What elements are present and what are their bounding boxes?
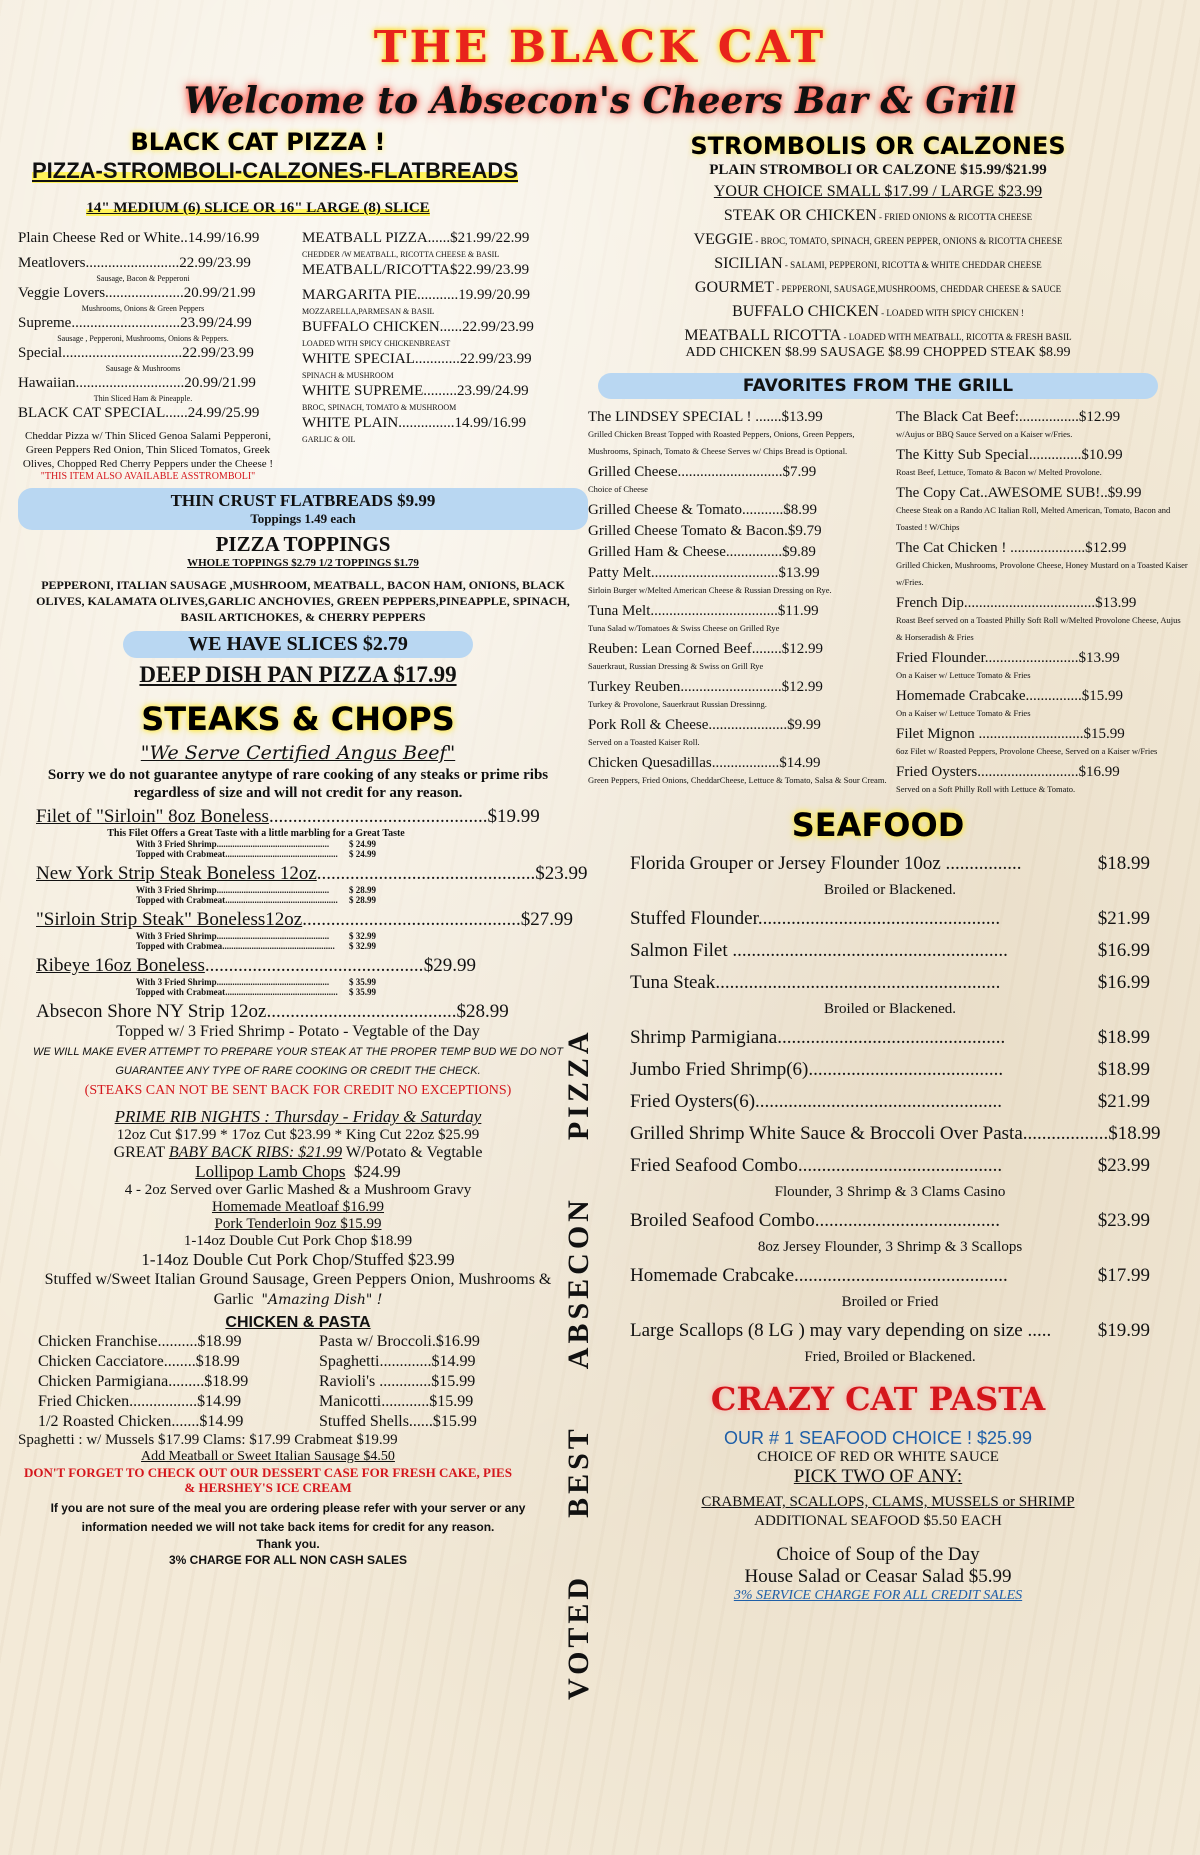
pizza-item-desc: Sausage & Mushrooms (105, 364, 181, 373)
temp-note: WE WILL MAKE EVER ATTEMPT TO PREPARE YOUR STEAK AT THE PROPER TEMP BUD WE DO NOT GUARANTEE ANY TYPE OF RARE COOKING OR CREDIT THE CHECK. (33, 1046, 563, 1077)
seafood-name: Homemade Crabcake............................................. (630, 1265, 1008, 1286)
toppings-list: PEPPERONI, ITALIAN SAUSAGE ,MUSHROOM, MEATBALL, BACON HAM, ONIONS, BLACK OLIVES, KALAMATA OLIVES,GARLIC ANCHOVIES, GREEN PEPPERS,PINEAPPLE, SPINACH, BASIL ARTICHOKES, & CHERRY PEPPERS (36, 578, 570, 624)
seafood-name: Large Scallops (8 LG ) may vary depending on size ..... (630, 1320, 1052, 1341)
steak-addon-name: With 3 Fried Shrimp (136, 839, 217, 849)
seafood-row (630, 1122, 1161, 1146)
steak-addon-name: With 3 Fried Shrimp (136, 931, 217, 941)
pizza-item-name: Meatlovers.........................22.99/23.99 (18, 255, 251, 271)
stromboli-name: BUFFALO CHICKEN (732, 303, 879, 320)
pizza-item-name: MEATBALL/RICOTTA$22.99/23.99 (302, 262, 530, 278)
seafood-price: $16.99 (1097, 940, 1150, 961)
crazy-pasta-options: CRABMEAT, SCALLOPS, CLAMS, MUSSELS or SHRIMP (701, 1494, 1075, 1510)
grill-item-desc: Green Peppers, Fried Onions, CheddarCheese, Lettuce & Tomato, Salsa & Sour Cream. (588, 775, 887, 785)
seafood-name: Florida Grouper or Jersey Flounder 10oz ................ (630, 853, 1022, 874)
black-cat-note: "THIS ITEM ALSO AVAILABLE ASSTROMBOLI" (40, 471, 256, 482)
seafood-note: Flounder, 3 Shrimp & 3 Clams Casino (774, 1184, 1006, 1200)
vertical-word: VOTED (562, 1573, 595, 1700)
steak-dots: .............................................. (204, 955, 424, 976)
pork-chop: 1-14oz Double Cut Pork Chop $18.99 (183, 1233, 413, 1249)
steak-price: $29.99 (423, 955, 476, 976)
seafood-note: Fried, Broiled or Blackened. (804, 1349, 976, 1365)
strombolis-heading: STROMBOLIS OR CALZONES (690, 132, 1066, 160)
pizza-item-desc: BROC, SPINACH, TOMATO & MUSHROOM (302, 403, 457, 412)
add-meatball: Add Meatball or Sweet Italian Sausage $4.50 (141, 1449, 395, 1464)
stromboli-name: SICILIAN (714, 255, 783, 272)
grill-item-desc: Cheese Steak on a Rando AC Italian Roll, Melted American, Tomato, Bacon and Toasted ! W/Chips (896, 505, 1171, 532)
salad: House Salad or Ceasar Salad $5.99 (744, 1566, 1012, 1587)
grill-menu (588, 405, 1188, 798)
steak-addon-dots: .................................................. (222, 941, 335, 951)
seafood-price: $21.99 (1097, 1091, 1150, 1112)
pasta-item: Manicotti............$15.99 (319, 1393, 474, 1410)
grill-item-desc: Served on a Toasted Kaiser Roll. (588, 737, 700, 747)
grill-item-desc: Roast Beef, Lettuce, Tomato & Bacon w/ Melted Provolone. (896, 467, 1102, 477)
grill-item-desc: Choice of Cheese (588, 484, 648, 494)
stromboli-list (598, 207, 1158, 345)
stromboli-item (598, 303, 1158, 321)
pizza-item-name: MARGARITA PIE...........19.99/20.99 (302, 287, 530, 303)
seafood-price: $23.99 (1097, 1155, 1150, 1176)
grill-item-name: Grilled Cheese & Tomato...........$8.99 (588, 502, 818, 518)
grill-item-name: The LINDSEY SPECIAL ! .......$13.99 (588, 409, 823, 425)
steak-row (36, 955, 476, 977)
pizza-left-list (18, 229, 308, 482)
seafood-price: $18.99 (1108, 1123, 1161, 1144)
pizza-item-desc: LOADED WITH SPICY CHICKENBREAST (302, 339, 451, 348)
grill-item-name: The Copy Cat..AWESOME SUB!..$9.99 (896, 485, 1142, 501)
pizza-item-desc: GARLIC & OIL (302, 435, 356, 444)
grill-item-desc: Tuna Salad w/Tomatoes & Swiss Cheese on Grilled Rye (588, 623, 780, 633)
stromboli-name: GOURMET (694, 279, 775, 296)
chicken-pasta-heading: CHICKEN & PASTA (225, 1314, 371, 1331)
soup: Choice of Soup of the Day (776, 1544, 980, 1565)
grill-item-name: The Kitty Sub Special..............$10.99 (896, 447, 1123, 463)
seafood-price: $21.99 (1097, 908, 1150, 929)
crazy-pasta-pick: PICK TWO OF ANY: (793, 1466, 963, 1487)
steak-addon-price: $ 24.99 (349, 849, 376, 859)
no-send-back: (STEAKS CAN NOT BE SENT BACK FOR CREDIT NO EXCEPTIONS) (84, 1083, 512, 1098)
pizza-menu (18, 229, 598, 482)
steak-addon-price: $ 28.99 (349, 885, 376, 895)
steak-addon (136, 987, 376, 997)
stromboli-item (598, 207, 1158, 225)
grill-item-desc: On a Kaiser w/ Lettuce Tomato & Fries (896, 708, 1031, 718)
chicken-item: Chicken Franchise..........$18.99 (38, 1333, 242, 1350)
chicken-item: Chicken Parmigiana.........$18.99 (38, 1373, 249, 1390)
steak-addon-dots: .................................................. (225, 895, 338, 905)
grill-item-name: Fried Oysters...........................$16.99 (896, 764, 1120, 780)
pizza-item-name: Plain Cheese Red or White..14.99/16.99 (18, 230, 260, 246)
thanks: Thank you. (256, 1537, 320, 1551)
steak-addon-dots: .................................................. (216, 931, 330, 941)
seafood-row (630, 939, 1150, 963)
steak-addon-dots: .................................................. (216, 885, 330, 895)
grill-right-list (888, 405, 1188, 798)
pizza-item-name: Special................................22.99/23.99 (18, 345, 254, 361)
absecon-shore-dots: ........................................ (266, 1001, 457, 1022)
grill-item-desc: w/Aujus or BBQ Sauce Served on a Kaiser w/Fries. (896, 429, 1073, 439)
pizza-item-name: BLACK CAT SPECIAL......24.99/25.99 (18, 405, 260, 421)
seafood-row (630, 971, 1150, 995)
seafood-name: Grilled Shrimp White Sauce & Broccoli Over Pasta.................. (630, 1123, 1109, 1144)
chicken-item: Chicken Cacciatore........$18.99 (38, 1353, 240, 1370)
pork-tenderloin: Pork Tenderloin 9oz $15.99 (214, 1216, 382, 1232)
lamb-name: Lollipop Lamb Chops (195, 1162, 346, 1181)
vertical-word: PIZZA (562, 1028, 595, 1141)
grill-item-name: Turkey Reuben...........................$12.99 (588, 679, 823, 695)
stromboli-item (598, 231, 1158, 249)
seafood-price: $17.99 (1097, 1265, 1150, 1286)
seafood-name: Fried Oysters(6).................................................... (630, 1091, 1003, 1112)
steak-row (36, 909, 573, 931)
absecon-shore-price: $28.99 (456, 1001, 509, 1022)
absecon-shore-name: Absecon Shore NY Strip 12oz (36, 1001, 267, 1022)
pizza-item-desc: Sausage, Bacon & Pepperoni (96, 274, 190, 283)
seafood-row (630, 1058, 1150, 1082)
grill-item-desc: Turkey & Provolone, Sauerkraut Russian Dressinng. (588, 699, 767, 709)
seafood-note: Broiled or Fried (841, 1294, 939, 1310)
steak-row (36, 806, 540, 828)
toppings-title: PIZZA TOPPINGS (215, 532, 391, 556)
stromboli-desc: - PEPPERONI, SAUSAGE,MUSHROOMS, CHEDDAR CHEESE & SAUCE (774, 284, 1062, 294)
steak-addon-name: With 3 Fried Shrimp (136, 885, 217, 895)
steak-row (36, 863, 588, 885)
chicken-list (38, 1332, 303, 1432)
flatbread-pill (18, 488, 588, 530)
pizza-right-list (302, 229, 592, 482)
stromboli-add-on: ADD CHICKEN $8.99 SAUSAGE $8.99 CHOPPED STEAK $8.99 (685, 345, 1071, 360)
steak-addon-name: Topped with Crabmeat (136, 849, 226, 859)
crazy-pasta-heading: CRAZY CAT PASTA (710, 1380, 1046, 1418)
seafood-row (630, 1209, 1150, 1233)
deep-dish: DEEP DISH PAN PIZZA $17.99 (139, 662, 457, 687)
pork-chop-stuffed: 1-14oz Double Cut Pork Chop/Stuffed $23.99 (141, 1250, 455, 1269)
voted-best-vertical (562, 972, 596, 1700)
pizza-item-name: WHITE SPECIAL............22.99/23.99 (302, 351, 532, 367)
angus-note: "We Serve Certified Angus Beef" (140, 742, 456, 764)
grill-item-desc: Grilled Chicken Breast Topped with Roasted Peppers, Onions, Green Peppers, Mushrooms, Spinach, Tomato & Cheese Serves w/ Chips Bread is Optional. (588, 429, 855, 456)
pizza-item-desc: CHEDDER /W MEATBALL, RICOTTA CHEESE & BASIL (302, 250, 500, 259)
cash-note: 3% CHARGE FOR ALL NON CASH SALES (168, 1553, 408, 1567)
stromboli-name: VEGGIE (693, 231, 754, 248)
prime-cuts: 12oz Cut $17.99 * 17oz Cut $23.99 * King Cut 22oz $25.99 (116, 1127, 480, 1143)
stromboli-desc: - BROC, TOMATO, SPINACH, GREEN PEPPER, ONIONS & RICOTTA CHEESE (753, 236, 1063, 246)
grill-item-desc: Sirloin Burger w/Melted American Cheese & Russian Dressing on Rye. (588, 585, 832, 595)
steak-addon-dots: .................................................. (216, 977, 330, 987)
grill-item-name: Patty Melt..................................$13.99 (588, 565, 820, 581)
steak-note: This Filet Offers a Great Taste with a little marbling for a Great Taste (107, 828, 405, 839)
pasta-list (303, 1332, 568, 1432)
grill-left-list (588, 405, 888, 798)
seafood-price: $18.99 (1097, 853, 1150, 874)
grill-item-name: The Black Cat Beef:................$12.99 (896, 409, 1121, 425)
lamb-desc: 4 - 2oz Served over Garlic Mashed & a Mushroom Gravy (124, 1182, 472, 1198)
grill-item-name: Grilled Cheese............................$7.99 (588, 464, 817, 480)
pizza-item-name: WHITE PLAIN...............14.99/16.99 (302, 415, 527, 431)
seafood-note: Broiled or Blackened. (823, 882, 957, 898)
steak-addon-name: Topped with Crabmeat (136, 987, 226, 997)
steak-name: Filet of "Sirloin" 8oz Boneless (36, 806, 269, 827)
plain-stromboli: PLAIN STROMBOLI OR CALZONE $15.99/$21.99 (709, 162, 1047, 178)
steak-addon-name: With 3 Fried Shrimp (136, 977, 217, 987)
grill-pill: FAVORITES FROM THE GRILL (598, 373, 1158, 399)
grill-item-desc: On a Kaiser w/ Lettuce Tomato & Fries (896, 670, 1031, 680)
stromboli-desc: - FRIED ONIONS & RICOTTA CHEESE (876, 212, 1033, 222)
stromboli-item (598, 327, 1158, 345)
pizza-sizes: 14" MEDIUM (6) SLICE OR 16" LARGE (8) SLICE (86, 200, 430, 216)
pizza-item-desc: Sausage , Pepperoni, Mushrooms, Onions & Peppers. (57, 334, 229, 343)
steak-addon-price: $ 28.99 (349, 895, 376, 905)
steak-price: $19.99 (487, 806, 540, 827)
flatbread-toppings: Toppings 1.49 each (250, 511, 356, 526)
grill-item-desc: Served on a Soft Philly Roll with Lettuce & Tomato. (896, 784, 1076, 794)
pasta-item: Ravioli's .............$15.99 (319, 1373, 476, 1390)
seafood-name: Jumbo Fried Shrimp(6)......................................... (630, 1059, 1004, 1080)
steak-addon-price: $ 35.99 (349, 987, 376, 997)
seafood-note: 8oz Jersey Flounder, 3 Shrimp & 3 Scallops (757, 1239, 1023, 1255)
toppings-price: WHOLE TOPPINGS $2.79 1/2 TOPPINGS $1.79 (187, 557, 419, 569)
stromboli-desc: - SALAMI, PEPPERONI, RICOTTA & WHITE CHEDDAR CHEESE (782, 260, 1042, 270)
pizza-item-desc: Mushrooms, Onions & Green Peppers (81, 304, 205, 313)
pizza-item-name: BUFFALO CHICKEN......22.99/23.99 (302, 319, 534, 335)
pasta-item: Stuffed Shells......$15.99 (319, 1413, 477, 1430)
grill-item-name: Tuna Melt..................................$11.99 (588, 603, 819, 619)
absecon-shore-desc: Topped w/ 3 Fried Shrimp - Potato - Vegtable of the Day (116, 1023, 480, 1040)
absecon-shore-row (36, 1001, 509, 1023)
steak-addon-price: $ 24.99 (349, 839, 376, 849)
crazy-pasta-sauce: CHOICE OF RED OR WHITE SAUCE (757, 1449, 999, 1465)
seafood-name: Stuffed Flounder................................................... (630, 908, 1001, 929)
steak-addon-dots: .................................................. (216, 839, 330, 849)
chicken-item: Fried Chicken.................$14.99 (38, 1393, 242, 1410)
stromboli-item (598, 279, 1158, 297)
grill-item-name: Reuben: Lean Corned Beef........$12.99 (588, 641, 823, 657)
pizza-item-name: Hawaiian.............................20.99/21.99 (18, 375, 256, 391)
baby-back-suffix: W/Potato & Vegtable (342, 1144, 483, 1161)
steak-price: $27.99 (520, 909, 573, 930)
grill-item-name: Grilled Cheese Tomato & Bacon.$9.79 (588, 523, 822, 539)
steak-price: $23.99 (535, 863, 588, 884)
seafood-name: Shrimp Parmigiana................................................ (630, 1027, 1006, 1048)
steak-addon-price: $ 35.99 (349, 977, 376, 987)
grill-item-name: Grilled Ham & Cheese...............$9.89 (588, 544, 816, 560)
pasta-item: Spaghetti.............$14.99 (319, 1353, 476, 1370)
grill-item-name: Filet Mignon ............................$15.99 (896, 726, 1125, 742)
steak-dots: .............................................. (316, 863, 536, 884)
pizza-item-desc: Thin Sliced Ham & Pineapple. (93, 394, 193, 403)
prime-rib: PRIME RIB NIGHTS : Thursday - Friday & Saturday (114, 1107, 482, 1126)
steak-addon-name: Topped with Crabmeat (136, 895, 226, 905)
stromboli-name: STEAK OR CHICKEN (723, 207, 877, 224)
steak-name: New York Strip Steak Boneless 12oz (36, 863, 317, 884)
amazing-dish: "Amazing Dish" ! (261, 1292, 383, 1308)
grill-item-name: Chicken Quesadillas..................$14.99 (588, 755, 821, 771)
seafood-price: $19.99 (1097, 1320, 1150, 1341)
seafood-name: Tuna Steak............................................................ (630, 972, 1001, 993)
seafood-note: Broiled or Blackened. (823, 1001, 957, 1017)
seafood-row (630, 1264, 1150, 1288)
baby-back-prefix: GREAT (113, 1144, 169, 1161)
lamb-price: $24.99 (353, 1162, 401, 1181)
page-subtitle: Welcome to Absecon's Cheers Bar & Grill (183, 80, 1017, 122)
pizza-item-name: WHITE SUPREME.........23.99/24.99 (302, 383, 529, 399)
baby-back (18, 1144, 578, 1162)
vertical-word: ABSECON (562, 1196, 595, 1370)
service-charge: 3% SERVICE CHARGE FOR ALL CREDIT SALES (733, 1588, 1023, 1603)
lamb-chops (18, 1162, 578, 1182)
pizza-subheading: PIZZA-STROMBOLI-CALZONES-FLATBREADS (32, 158, 518, 183)
seafood-list (630, 852, 1161, 1366)
seafood-row (630, 1154, 1150, 1178)
grill-item-name: Fried Flounder.........................$13.99 (896, 650, 1120, 666)
steaks-heading: STEAKS & CHOPS (141, 700, 455, 738)
steak-name: Ribeye 16oz Boneless (36, 955, 205, 976)
steak-list (36, 806, 588, 997)
steak-addon (136, 849, 376, 859)
seafood-heading: SEAFOOD (791, 806, 965, 844)
spaghetti-mussels: Spaghetti : w/ Mussels $17.99 Clams: $17.99 Crabmeat $19.99 (18, 1432, 398, 1448)
pizza-item-name: Veggie Lovers.....................20.99/21.99 (18, 285, 256, 301)
steak-addon (136, 895, 376, 905)
steak-addon-price: $ 32.99 (349, 931, 376, 941)
grill-item-desc: Grilled Chicken, Mushrooms, Provolone Cheese, Honey Mustard on a Toasted Kaiser w/Fries. (896, 560, 1188, 587)
stromboli-desc: - LOADED WITH SPICY CHICKEN ! (878, 308, 1024, 318)
grill-item-desc: Sauerkraut, Russian Dressing & Swiss on Grill Rye (588, 661, 764, 671)
black-cat-desc: Cheddar Pizza w/ Thin Sliced Genoa Salami Pepperoni, Green Peppers Red Onion, Thin Sliced Tomatos, Greek Olives, Chopped Red Cherry Peppers under the Cheese ! (22, 430, 274, 470)
seafood-row (630, 907, 1150, 931)
right-column (588, 128, 1188, 1604)
pizza-heading: BLACK CAT PIZZA ! (130, 128, 386, 156)
pizza-item-name: Supreme.............................23.99/24.99 (18, 315, 252, 331)
seafood-name: Salmon Filet .......................................................... (630, 940, 1008, 961)
steak-addon (136, 885, 376, 895)
pizza-item-desc: SPINACH & MUSHROOM (302, 371, 394, 380)
left-column (18, 128, 598, 1567)
vertical-word: BEST (562, 1425, 595, 1518)
stromboli-item (598, 255, 1158, 273)
stromboli-name: MEATBALL RICOTTA (684, 327, 842, 344)
stromboli-choice: YOUR CHOICE SMALL $17.99 / LARGE $23.99 (713, 183, 1043, 200)
seafood-price: $23.99 (1097, 1210, 1150, 1231)
seafood-row (630, 1026, 1150, 1050)
seafood-row (630, 1319, 1150, 1343)
grill-item-name: Homemade Crabcake...............$15.99 (896, 688, 1124, 704)
flatbread-title: THIN CRUST FLATBREADS $9.99 (170, 491, 436, 510)
steak-name: "Sirloin Strip Steak" Boneless12oz (36, 909, 303, 930)
seafood-price: $16.99 (1097, 972, 1150, 993)
steak-addon (136, 931, 376, 941)
seafood-row (630, 1090, 1150, 1114)
grill-item-name: Pork Roll & Cheese.....................$9.99 (588, 717, 821, 733)
steak-dots: .............................................. (302, 909, 521, 930)
slices-pill: WE HAVE SLICES $2.79 (123, 631, 473, 658)
stuffed-desc: Stuffed w/Sweet Italian Ground Sausage, Green Peppers Onion, Mushrooms & Garlic "Amazing Dish" ! (44, 1271, 552, 1308)
steak-dots: .............................................. (268, 806, 488, 827)
steak-addon-price: $ 32.99 (349, 941, 376, 951)
grill-item-name: French Dip...................................$13.99 (896, 595, 1137, 611)
page-title: THE BLACK CAT (373, 22, 827, 73)
chicken-item: 1/2 Roasted Chicken.......$14.99 (38, 1413, 244, 1430)
crazy-pasta-additional: ADDITIONAL SEAFOOD $5.50 EACH (754, 1513, 1002, 1529)
dessert-note: DON'T FORGET TO CHECK OUT OUR DESSERT CASE FOR FRESH CAKE, PIES & HERSHEY'S ICE CREAM (24, 1465, 512, 1495)
steak-addon (136, 839, 376, 849)
steak-addon-name: Topped with Crabmea (136, 941, 223, 951)
crazy-pasta-choice: OUR # 1 SEAFOOD CHOICE ! $25.99 (723, 1428, 1033, 1448)
pizza-item-name: MEATBALL PIZZA......$21.99/22.99 (302, 230, 530, 246)
steak-addon-dots: .................................................. (225, 849, 338, 859)
pasta-item: Pasta w/ Broccoli.$16.99 (319, 1333, 480, 1350)
grill-item-name: The Cat Chicken ! ....................$12.99 (896, 540, 1127, 556)
meatloaf: Homemade Meatloaf $16.99 (211, 1199, 385, 1215)
steak-addon (136, 977, 376, 987)
grill-item-desc: 6oz Filet w/ Roasted Peppers, Provolone Cheese, Served on a Kaiser w/Fries (896, 746, 1158, 756)
chicken-pasta-menu (38, 1332, 568, 1432)
seafood-price: $18.99 (1097, 1059, 1150, 1080)
stromboli-desc: - LOADED WITH MEATBALL, RICOTTA & FRESH BASIL (841, 332, 1072, 342)
steak-addon-dots: .................................................. (225, 987, 338, 997)
server-note: If you are not sure of the meal you are ordering please refer with your server or any information needed we will not take back items for credit for any reason. (50, 1501, 526, 1534)
seafood-row (630, 852, 1150, 876)
steak-addon (136, 941, 376, 951)
seafood-name: Fried Seafood Combo........................................... (630, 1155, 1003, 1176)
baby-back-ribs: BABY BACK RIBS: $21.99 (168, 1144, 343, 1161)
pizza-item-desc: MOZZARELLA,PARMESAN & BASIL (302, 307, 435, 316)
grill-item-desc: Roast Beef served on a Toasted Philly Soft Roll w/Melted Provolone Cheese, Aujus & Horseradish & Fries (896, 615, 1181, 642)
steak-disclaimer: Sorry we do not guarantee anytype of rare cooking of any steaks or prime ribs regardless of size and will not credit for any reason. (47, 767, 549, 801)
seafood-name: Broiled Seafood Combo....................................... (630, 1210, 1000, 1231)
seafood-price: $18.99 (1097, 1027, 1150, 1048)
